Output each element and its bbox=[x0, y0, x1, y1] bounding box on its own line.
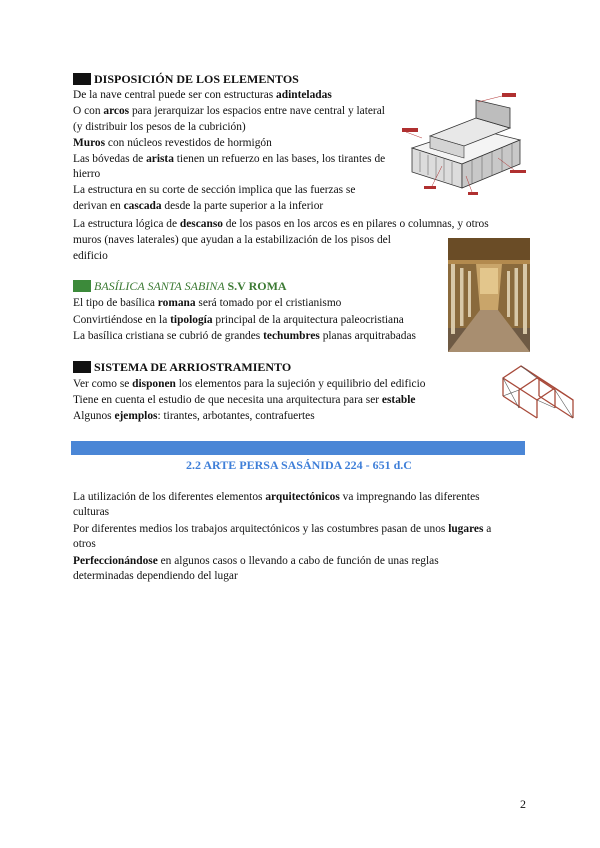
basilica-interior-photo bbox=[448, 238, 530, 352]
text-line: La utilización de los diferentes elementos arquitectónicos va impregnando las diferentes bbox=[73, 491, 480, 503]
heading-sistema-arriostramiento: SISTEMA DE ARRIOSTRAMIENTO bbox=[73, 360, 291, 374]
text-line: derivan en cascada desde la parte superior a la inferior bbox=[73, 200, 324, 212]
text-line: La estructura en su corte de sección implica que las fuerzas se bbox=[73, 184, 356, 196]
text-line: El tipo de basílica romana será tomado por el cristianismo bbox=[73, 297, 342, 309]
text-line: La basílica cristiana se cubrió de grandes techumbres planas arquitrabadas bbox=[73, 330, 416, 342]
text-line: muros (naves laterales) que ayudan a la estabilización de los pisos del bbox=[73, 234, 391, 246]
bracing-frame-illustration bbox=[497, 356, 581, 424]
square-bullet-icon bbox=[73, 280, 91, 292]
text-line: La estructura lógica de descanso de los pasos en los arcos es en pilares o columnas, y otros bbox=[73, 218, 489, 230]
square-bullet-icon bbox=[73, 73, 91, 85]
text-line: edificio bbox=[73, 250, 108, 262]
square-bullet-icon bbox=[73, 361, 91, 373]
section-divider-bar bbox=[71, 441, 525, 455]
heading-basilica-santa-sabina: BASÍLICA SANTA SABINA S.V ROMA bbox=[73, 279, 287, 293]
text-line: Por diferentes medios los trabajos arquitectónicos y las costumbres pasan de unos lugares a bbox=[73, 523, 492, 535]
text-line: hierro bbox=[73, 168, 101, 180]
text-line: otros bbox=[73, 538, 96, 550]
text-line: Tiene en cuenta el estudio de que necesita una arquitectura para ser estable bbox=[73, 394, 416, 406]
text-line: De la nave central puede ser con estructuras adinteladas bbox=[73, 89, 332, 101]
heading-disposicion: DISPOSICIÓN DE LOS ELEMENTOS bbox=[73, 72, 299, 86]
basilica-cutaway-illustration bbox=[402, 88, 530, 200]
text-line: Muros con núcleos revestidos de hormigón bbox=[73, 137, 272, 149]
text-line: (y distribuir los pesos de la cubrición) bbox=[73, 121, 246, 133]
text-line: Las bóvedas de arista tienen un refuerzo en las bases, los tirantes de bbox=[73, 153, 386, 165]
text-line: O con arcos para jerarquizar los espacios entre nave central y lateral bbox=[73, 105, 385, 117]
page-number: 2 bbox=[520, 797, 526, 811]
text-line: Algunos ejemplos: tirantes, arbotantes, contrafuertes bbox=[73, 410, 315, 422]
text-line: Convirtiéndose en la tipología principal de la arquitectura paleocristiana bbox=[73, 314, 404, 326]
text-line: culturas bbox=[73, 506, 110, 518]
section-title-arte-persa: 2.2 ARTE PERSA SASÁNIDA 224 - 651 d.C bbox=[186, 458, 412, 472]
text-line: determinadas dependiendo del lugar bbox=[73, 570, 238, 582]
text-line: Ver como se disponen los elementos para la sujeción y equilibrio del edificio bbox=[73, 378, 426, 390]
text-line: Perfeccionándose en algunos casos o llevando a cabo de función de unas reglas bbox=[73, 555, 439, 567]
